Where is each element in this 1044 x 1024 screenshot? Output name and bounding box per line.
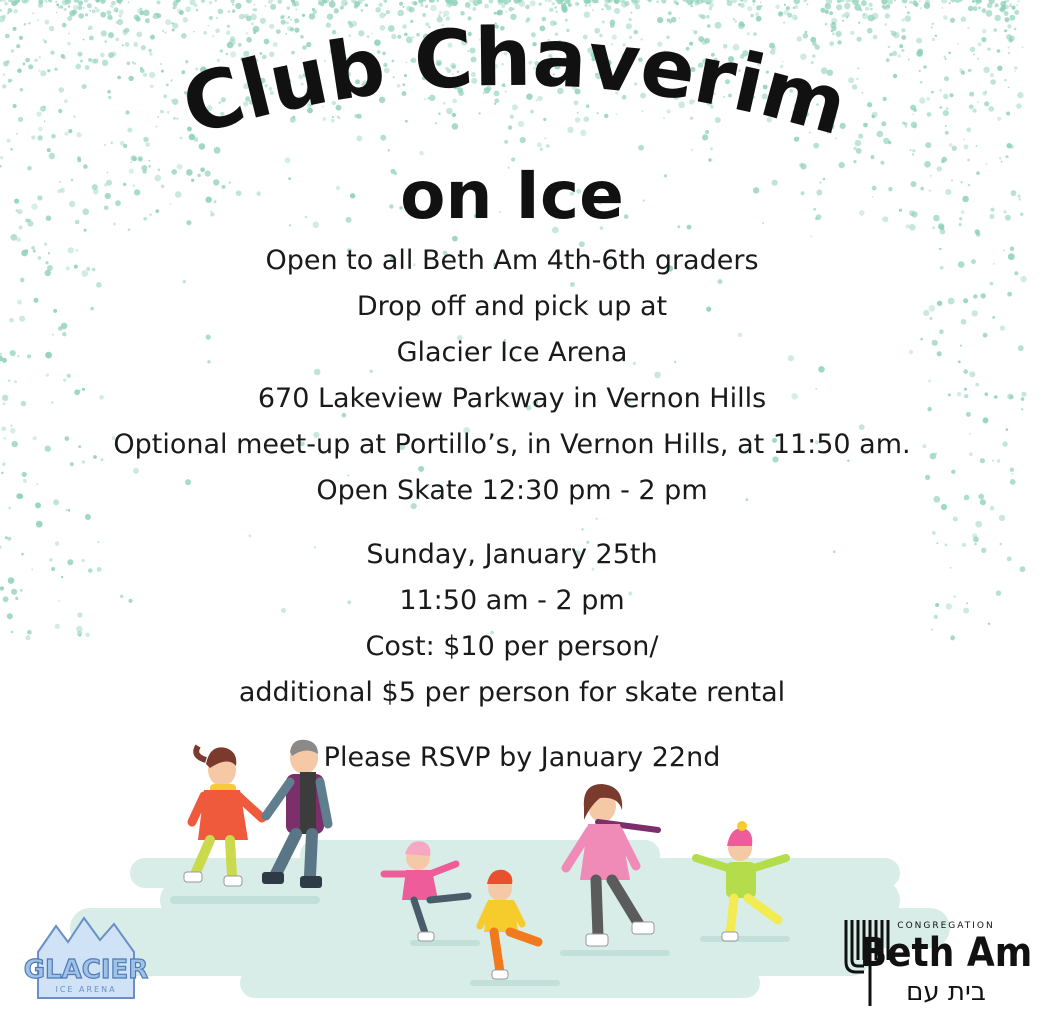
detail-line: Drop off and pick up at <box>356 291 668 322</box>
svg-text:בית עם: בית עם <box>906 977 986 1007</box>
svg-text:Beth Am: Beth Am <box>859 930 1033 976</box>
detail-line: 670 Lakeview Parkway in Vernon Hills <box>257 383 767 414</box>
event-title <box>0 0 1024 240</box>
event-time: 11:50 am - 2 pm <box>399 585 625 616</box>
rsvp-text: Please RSVP by January 22nd <box>323 742 721 773</box>
event-rental-cost: additional $5 per person for skate rental <box>238 677 786 708</box>
detail-line: Optional meet-up at Portillo’s, in Vernon Hills, at 11:50 am. <box>113 429 911 460</box>
event-block <box>0 532 1024 716</box>
svg-text:CONGREGATION: CONGREGATION <box>897 921 995 931</box>
detail-line: Open to all Beth Am 4th-6th graders <box>265 245 759 276</box>
title-line-1: Club Chaverim <box>172 10 857 154</box>
svg-text:GLACIER: GLACIER <box>23 955 149 985</box>
details-block <box>0 238 1024 514</box>
svg-text:Club Chaverim <box>172 11 856 154</box>
glacier-ice-arena-logo <box>23 912 149 1002</box>
detail-line: Glacier Ice Arena <box>396 337 628 368</box>
detail-line: Open Skate 12:30 pm - 2 pm <box>316 475 708 506</box>
event-cost: Cost: $10 per person/ <box>365 631 659 662</box>
event-date: Sunday, January 25th <box>366 539 658 570</box>
congregation-beth-am-logo <box>842 916 1033 1008</box>
title-line-2: on Ice <box>400 157 624 234</box>
svg-text:ICE ARENA: ICE ARENA <box>55 985 117 994</box>
